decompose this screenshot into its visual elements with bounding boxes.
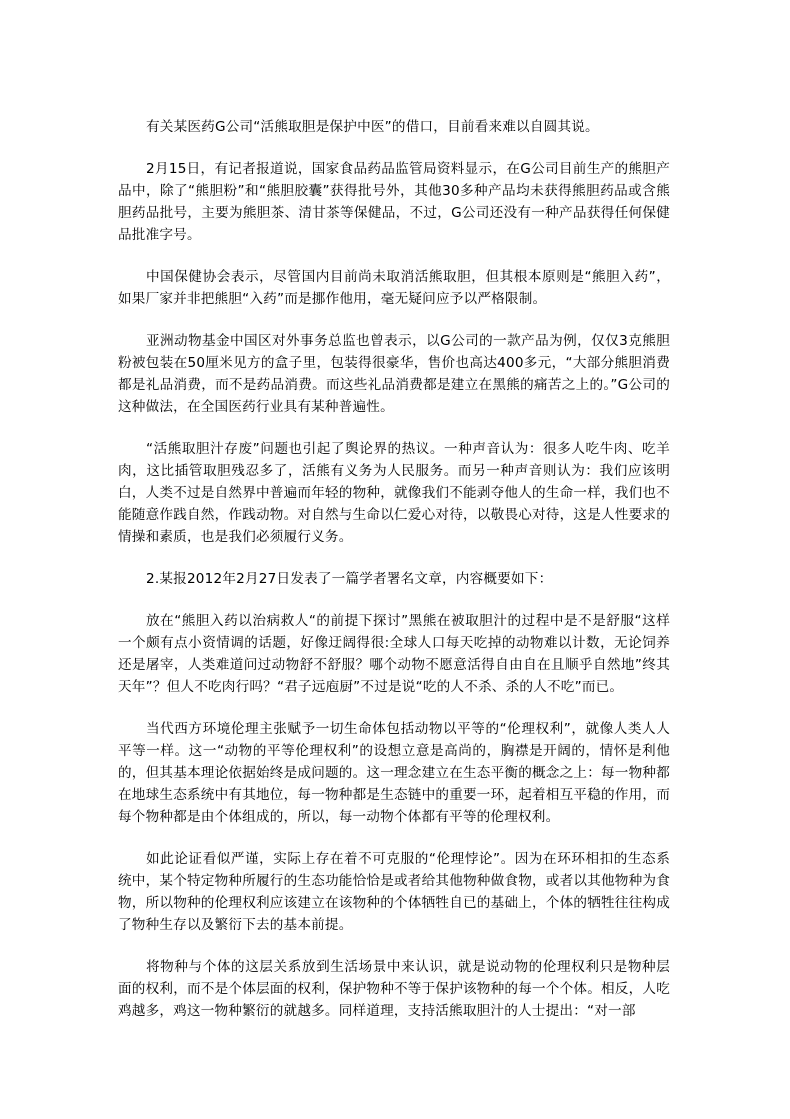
paragraph: 如此论证看似严谨，实际上存在着不可克服的“伦理悖论”。因为在环环相扣的生态系统中，某个特定物种所履行的生态功能恰恰是或者给其他物种做食物，或者以其他物种为食物，所以物种的伦理权利应该建立在该物种的个体牺牲自已的基础上，个体的牺牲往往构成了物种生存以及繁衍下去的基本前提。 xyxy=(118,851,670,933)
paragraph: 当代西方环境伦理主张赋予一切生命体包括动物以平等的“伦理权利”，就像人类人人平等一样。这一“动物的平等伦理权利”的设想立意是高尚的，胸襟是开阔的，情怀是利他的，但其基本理论依据始终是成问题的。这一理念建立在生态平衡的概念之上：每一物种都在地球生态系统中有其地位，每一物种都是生态链中的重要一环，起着相互平稳的作用，而每个物种都是由个体组成的，所以，每一动物个体都有平等的伦理权利。 xyxy=(118,721,670,825)
paragraph: “活熊取胆汁存废”问题也引起了舆论界的热议。一种声音认为：很多人吃牛肉、吃羊肉，这比插管取胆残忍多了，活熊有义务为人民服务。而另一种声音则认为：我们应该明白，人类不过是自然界中普遍而年轻的物种，就像我们不能剥夺他人的生命一样，我们也不能随意作践自然，作践动物。对自然与生命以仁爱心对待，以敬畏心对待，这是人性要求的情操和素质，也是我们必须履行义务。 xyxy=(118,441,670,545)
paragraph: 亚洲动物基金中国区对外事务总监也曾表示，以G公司的一款产品为例，仅仅3克熊胆粉被包装在50厘米见方的盒子里，包装得很豪华，售价也高达400多元，“大部分熊胆消费都是礼品消费，而不是药品消费。而这些礼品消费都是建立在黑熊的痛苦之上的。”G公司的这种做法，在全国医药行业具有某种普遍性。 xyxy=(118,333,670,415)
paragraph: 中国保健协会表示，尽管国内目前尚未取消活熊取胆，但其根本原则是“熊胆入药”，如果厂家并非把熊胆“入药”而是挪作他用，毫无疑问应予以严格限制。 xyxy=(118,269,670,307)
paragraph: 2月15日，有记者报道说，国家食品药品监管局资料显示，在G公司目前生产的熊胆产品中，除了“熊胆粉”和“熊胆胶囊”获得批号外，其他30多种产品均未获得熊胆药品或含熊胆药品批号，主要为熊胆茶、清甘茶等保健品，不过，G公司还没有一种产品获得任何保健品批准字号。 xyxy=(118,161,670,243)
paragraph: 放在“熊胆入药以治病救人“的前提下探讨”黑熊在被取胆汁的过程中是不是舒服“这样一个颇有点小资情调的话题，好像迂阔得很:全球人口每天吃掉的动物难以计数，无论饲养还是屠宰，人类难道问过动物舒不舒服？哪个动物不愿意活得自由自在且顺乎自然地”终其天年”？但人不吃肉行吗？“君子远庖厨”不过是说“吃的人不杀、杀的人不吃”而已。 xyxy=(118,613,670,695)
paragraph: 2.某报2012年2月27日发表了一篇学者署名文章，内容概要如下： xyxy=(146,571,553,587)
paragraph: 将物种与个体的这层关系放到生活场景中来认识，就是说动物的伦理权利只是物种层面的权利，而不是个体层面的权利，保护物种不等于保护该物种的每一个个体。相反，人吃鸡越多，鸡这一物种繁衍的就越多。同样道理，支持活熊取胆汁的人士提出：“对一部 xyxy=(118,959,670,1019)
document-body xyxy=(118,116,670,1042)
paragraph: 有关某医药G公司“活熊取胆是保护中医”的借口，目前看来难以自圆其说。 xyxy=(146,119,599,135)
